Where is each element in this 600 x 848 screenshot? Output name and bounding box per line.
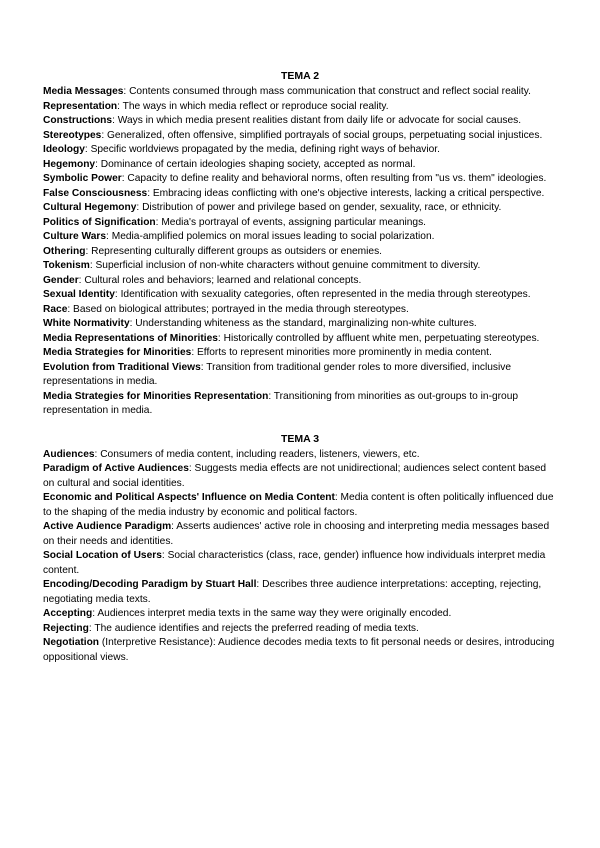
glossary-definition: Representing culturally different groups as outsiders or enemies. <box>91 245 383 257</box>
section-title-tema-3: TEMA 3 <box>280 432 320 445</box>
glossary-term: Race <box>43 303 68 315</box>
glossary-term: Ideology <box>43 144 85 155</box>
glossary-term: Active Audience Paradigm <box>43 521 172 532</box>
glossary-definition: Transitioning from minorities as out-groups to in-group representation in media. <box>43 390 519 416</box>
glossary-term: False Consciousness <box>43 187 148 199</box>
glossary-entry: Cultural Hegemony: Distribution of power and privilege based on gender, sexuality, race, or ethnicity. <box>43 202 502 213</box>
glossary-definition: Capacity to define reality and behavioral norms, often resulting from "us vs. them" ideologies. <box>127 173 547 184</box>
glossary-term: Sexual Identity <box>43 289 115 300</box>
glossary-definition: Distribution of power and privilege based on gender, sexuality, race, or ethnicity. <box>142 202 502 213</box>
glossary-entry: White Normativity: Understanding whiteness as the standard, marginalizing non-white cultures. <box>43 318 477 329</box>
glossary-entry <box>43 636 557 665</box>
glossary-term: Media Messages <box>43 86 124 97</box>
glossary-definition: Based on biological attributes; portrayed in the media through stereotypes. <box>73 303 409 315</box>
glossary-entry: Sexual Identity: Identification with sexuality categories, often represented in the media through stereotypes. <box>43 289 531 300</box>
glossary-entry: Paradigm of Active Audiences: Suggests media effects are not unidirectional; audiences select content based on cultural and social identities. <box>43 463 547 489</box>
glossary-definition: The ways in which media reflect or reproduce social reality. <box>122 100 389 112</box>
glossary-definition: Audiences interpret media texts in the same way they were originally encoded. <box>97 608 452 619</box>
glossary-definition: Understanding whiteness as the standard, marginalizing non-white cultures. <box>135 318 477 329</box>
section-title-tema-2: TEMA 2 <box>280 70 320 82</box>
glossary-term: White Normativity <box>43 318 130 329</box>
glossary-definition: Efforts to represent minorities more prominently in media content. <box>197 347 492 358</box>
glossary-term: Audiences <box>43 448 95 460</box>
glossary-list-tema-3 <box>43 448 557 666</box>
glossary-definition: Identification with sexuality categories, often represented in the media through stereotypes. <box>120 289 531 300</box>
glossary-definition: Generalized, often offensive, simplified portrayals of social groups, perpetuating social injustices. <box>107 129 543 141</box>
glossary-entry: Audiences: Consumers of media content, including readers, listeners, viewers, etc. <box>43 448 420 460</box>
glossary-term: Culture Wars <box>43 231 107 242</box>
glossary-term: Evolution from Traditional Views <box>43 361 201 373</box>
glossary-entry: Media Strategies for Minorities: Efforts to represent minorities more prominently in media content. <box>43 347 492 358</box>
glossary-entry: False Consciousness: Embracing ideas conflicting with one's objective interests, lacking a critical perspective. <box>43 187 545 199</box>
glossary-definition: The audience identifies and rejects the preferred reading of media texts. <box>94 622 419 634</box>
glossary-entry: Evolution from Traditional Views: Transition from traditional gender roles to more diversified, inclusive representations in media. <box>43 361 512 387</box>
glossary-entry: Culture Wars: Media-amplified polemics on moral issues leading to social polarization. <box>43 231 435 242</box>
glossary-term: Stereotypes <box>43 129 102 141</box>
glossary-definition: Media-amplified polemics on moral issues leading to social polarization. <box>111 231 435 242</box>
glossary-term: Politics of Signification <box>43 216 156 228</box>
glossary-definition: Asserts audiences' active role in choosing and interpreting media messages based on their needs and identities. <box>43 521 550 547</box>
glossary-entry: Rejecting: The audience identifies and rejects the preferred reading of media texts. <box>43 622 419 634</box>
glossary-entry: Economic and Political Aspects' Influence on Media Content: Media content is often politically influenced due to the shaping of the media industry by economic and political factors. <box>43 492 554 518</box>
glossary-list-tema-2 <box>43 85 557 419</box>
glossary-entry: Representation: The ways in which media reflect or reproduce social reality. <box>43 100 389 112</box>
glossary-definition: Specific worldviews propagated by the media, defining right ways of behavior. <box>90 144 440 155</box>
glossary-definition: Describes three audience interpretations: accepting, rejecting, negotiating media texts. <box>43 579 542 605</box>
glossary-entry: Politics of Signification: Media's portrayal of events, assigning particular meanings. <box>43 216 427 228</box>
glossary-term: Accepting <box>43 608 93 619</box>
glossary-entry: Encoding/Decoding Paradigm by Stuart Hall: Describes three audience interpretations: accepting, rejecting, negotiating media texts. <box>43 579 542 605</box>
glossary-term: Othering <box>43 245 86 257</box>
glossary-definition: Transition from traditional gender roles to more diversified, inclusive representations in media. <box>43 361 512 387</box>
glossary-term: Tokenism <box>43 260 90 271</box>
glossary-entry: Constructions: Ways in which media present realities distant from daily life or advocate for social causes. <box>43 115 522 126</box>
glossary-term: Paradigm of Active Audiences <box>43 463 189 474</box>
glossary-term: Social Location of Users <box>43 550 162 561</box>
glossary-entry: Social Location of Users: Social characteristics (class, race, gender) influence how individuals interpret media content. <box>43 550 546 576</box>
glossary-entry: Symbolic Power: Capacity to define reality and behavioral norms, often resulting from "us vs. them" ideologies. <box>43 173 547 184</box>
glossary-entry: Media Strategies for Minorities Representation: Transitioning from minorities as out-groups to in-group representation in media. <box>43 390 519 416</box>
glossary-entry: Media Messages: Contents consumed through mass communication that construct and reflect social reality. <box>43 86 531 97</box>
glossary-entry: Active Audience Paradigm: Asserts audiences' active role in choosing and interpreting media messages based on their needs and identities. <box>43 521 550 547</box>
glossary-definition: Historically controlled by affluent white men, perpetuating stereotypes. <box>223 332 540 344</box>
glossary-term: Symbolic Power <box>43 173 122 184</box>
glossary-definition: Contents consumed through mass communication that construct and reflect social reality. <box>129 86 531 97</box>
glossary-term: Encoding/Decoding Paradigm by Stuart Hall <box>43 579 257 590</box>
glossary-definition: Cultural roles and behaviors; learned and relational concepts. <box>84 274 362 286</box>
glossary-term: Media Strategies for Minorities Representation <box>43 390 269 402</box>
glossary-entry: Tokenism: Superficial inclusion of non-white characters without genuine commitment to diversity. <box>43 260 481 271</box>
glossary-definition: Media's portrayal of events, assigning particular meanings. <box>161 216 427 228</box>
glossary-entry: Media Representations of Minorities: Historically controlled by affluent white men, perpetuating stereotypes. <box>43 332 540 344</box>
glossary-term: Representation <box>43 100 118 112</box>
glossary-definition: Ways in which media present realities distant from daily life or advocate for social causes. <box>117 115 522 126</box>
glossary-entry: Ideology: Specific worldviews propagated by the media, defining right ways of behavior. <box>43 144 440 155</box>
glossary-term: Economic and Political Aspects' Influence on Media Content <box>43 492 335 503</box>
glossary-entry: Hegemony: Dominance of certain ideologies shaping society, accepted as normal. <box>43 158 416 170</box>
glossary-term: Hegemony <box>43 158 96 170</box>
glossary-entry: Stereotypes: Generalized, often offensive, simplified portrayals of social groups, perpetuating social injustices. <box>43 129 543 141</box>
glossary-definition: Media content is often politically influenced due to the shaping of the media industry by economic and political factors. <box>43 492 554 518</box>
glossary-definition: Social characteristics (class, race, gender) influence how individuals interpret media content. <box>43 550 546 576</box>
glossary-term: Negotiation <box>43 637 100 648</box>
glossary-definition: Dominance of certain ideologies shaping society, accepted as normal. <box>100 158 416 170</box>
glossary-term: Media Representations of Minorities <box>43 332 218 344</box>
glossary-term: Cultural Hegemony <box>43 202 137 213</box>
glossary-definition: Superficial inclusion of non-white characters without genuine commitment to diversity. <box>95 260 481 271</box>
glossary-definition: Consumers of media content, including readers, listeners, viewers, etc. <box>100 448 420 460</box>
glossary-term: Media Strategies for Minorities <box>43 347 192 358</box>
glossary-definition: (Interpretive Resistance): Audience decodes media texts to fit personal needs or desires, introducing oppositional views. <box>43 637 555 663</box>
glossary-term: Gender <box>43 274 79 286</box>
document-page <box>43 70 557 665</box>
glossary-entry: Othering: Representing culturally different groups as outsiders or enemies. <box>43 245 383 257</box>
glossary-definition: Embracing ideas conflicting with one's objective interests, lacking a critical perspective. <box>152 187 545 199</box>
glossary-entry: Race: Based on biological attributes; portrayed in the media through stereotypes. <box>43 303 409 315</box>
glossary-entry: Accepting: Audiences interpret media texts in the same way they were originally encoded. <box>43 608 452 619</box>
glossary-term: Constructions <box>43 115 113 126</box>
glossary-definition: Suggests media effects are not unidirectional; audiences select content based on cultural and social identities. <box>43 463 547 489</box>
glossary-term: Rejecting <box>43 622 89 634</box>
glossary-entry: Gender: Cultural roles and behaviors; learned and relational concepts. <box>43 274 362 286</box>
